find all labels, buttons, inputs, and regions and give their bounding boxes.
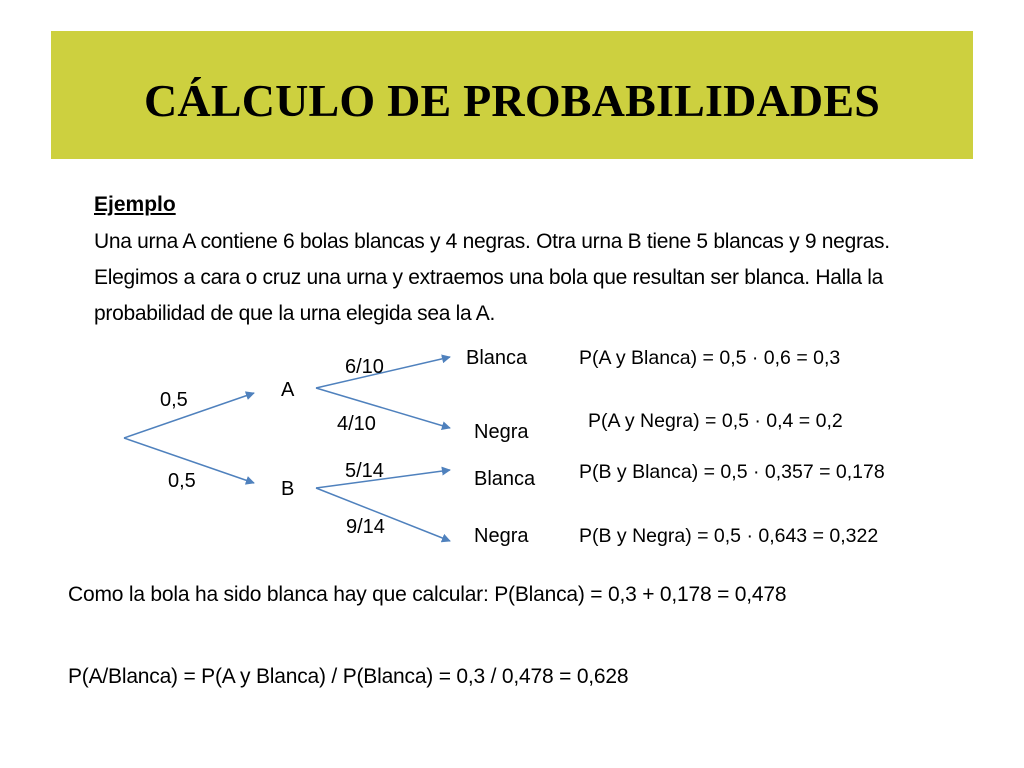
result-a-blanca: P(A y Blanca) = 0,5 · 0,6 = 0,3 <box>579 347 841 369</box>
node-a: A <box>281 379 295 401</box>
example-heading: Ejemplo <box>94 193 176 216</box>
conclusion-bayes: P(A/Blanca) = P(A y Blanca) / P(Blanca) = 0,3 / 0,478 = 0,628 <box>68 665 629 688</box>
prob-a: 0,5 <box>160 389 188 411</box>
prob-b-negra: 9/14 <box>346 516 385 538</box>
outcome-a-blanca: Blanca <box>466 347 528 369</box>
outcome-a-negra: Negra <box>474 421 529 443</box>
slide-title: CÁLCULO DE PROBABILIDADES <box>143 75 880 126</box>
prob-a-negra: 4/10 <box>337 413 376 435</box>
prob-b: 0,5 <box>168 470 196 492</box>
outcome-b-negra: Negra <box>474 525 529 547</box>
problem-statement: Una urna A contiene 6 bolas blancas y 4 negras. Otra urna B tiene 5 blancas y 9 negras. Elegimos a cara o cruz una urna y extraemos una bola que resultan ser blanca. Halla la probabilidad de que la urna elegida sea la A. <box>94 230 890 325</box>
result-b-negra: P(B y Negra) = 0,5 · 0,643 = 0,322 <box>579 525 879 547</box>
conclusion-total-probability: Como la bola ha sido blanca hay que calcular: P(Blanca) = 0,3 + 0,178 = 0,478 <box>68 583 787 606</box>
prob-a-blanca: 6/10 <box>345 356 384 378</box>
outcome-b-blanca: Blanca <box>474 468 536 490</box>
prob-b-blanca: 5/14 <box>345 460 384 482</box>
result-a-negra: P(A y Negra) = 0,5 · 0,4 = 0,2 <box>588 410 843 432</box>
branch-to-a <box>124 393 254 438</box>
result-b-blanca: P(B y Blanca) = 0,5 · 0,357 = 0,178 <box>579 461 885 483</box>
node-b: B <box>281 478 295 500</box>
